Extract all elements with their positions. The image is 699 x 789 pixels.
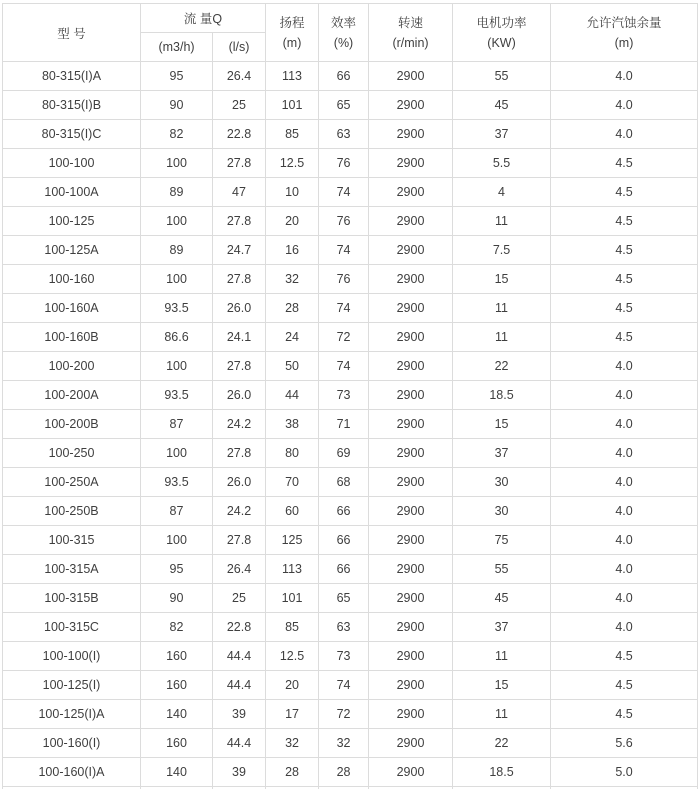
cell-model: 100-125(I)A bbox=[3, 700, 141, 729]
cell-model: 100-315 bbox=[3, 526, 141, 555]
cell-model: 80-315(I)A bbox=[3, 62, 141, 91]
cell-npsh_m: 4.5 bbox=[551, 178, 698, 207]
cell-flow_m3h: 95 bbox=[141, 62, 213, 91]
cell-model: 100-100(I) bbox=[3, 642, 141, 671]
cell-head_m: 85 bbox=[266, 613, 319, 642]
table-row bbox=[3, 613, 698, 642]
cell-motor_power_kw: 11 bbox=[453, 323, 551, 352]
cell-head_m: 28 bbox=[266, 294, 319, 323]
cell-speed_rpm: 2900 bbox=[369, 729, 453, 758]
cell-speed_rpm: 2900 bbox=[369, 671, 453, 700]
cell-motor_power_kw: 7.5 bbox=[453, 236, 551, 265]
cell-head_m: 38 bbox=[266, 410, 319, 439]
col-header-motor-power-label: 电机功率 bbox=[476, 15, 527, 30]
table-row bbox=[3, 758, 698, 787]
cell-flow_ls: 24.7 bbox=[213, 236, 266, 265]
cell-flow_ls: 24.1 bbox=[213, 323, 266, 352]
cell-speed_rpm: 2900 bbox=[369, 178, 453, 207]
cell-motor_power_kw: 15 bbox=[453, 265, 551, 294]
col-header-npsh bbox=[551, 4, 698, 62]
cell-efficiency_pct: 72 bbox=[319, 323, 369, 352]
cell-head_m: 60 bbox=[266, 497, 319, 526]
col-header-flow-ls: (l/s) bbox=[213, 33, 266, 62]
cell-model: 100-250A bbox=[3, 468, 141, 497]
cell-motor_power_kw: 37 bbox=[453, 613, 551, 642]
cell-efficiency_pct: 69 bbox=[319, 439, 369, 468]
cell-motor_power_kw: 11 bbox=[453, 207, 551, 236]
cell-flow_m3h: 100 bbox=[141, 207, 213, 236]
cell-model: 80-315(I)B bbox=[3, 91, 141, 120]
cell-flow_m3h: 100 bbox=[141, 149, 213, 178]
cell-flow_m3h: 95 bbox=[141, 555, 213, 584]
col-header-flow-group: 流 量Q bbox=[141, 4, 266, 33]
cell-flow_ls: 44.4 bbox=[213, 642, 266, 671]
cell-efficiency_pct: 74 bbox=[319, 236, 369, 265]
cell-flow_ls: 39 bbox=[213, 758, 266, 787]
cell-motor_power_kw: 22 bbox=[453, 729, 551, 758]
cell-flow_m3h: 87 bbox=[141, 497, 213, 526]
cell-npsh_m: 4.5 bbox=[551, 700, 698, 729]
col-header-head-label: 扬程 bbox=[279, 15, 305, 30]
pump-spec-table bbox=[2, 3, 698, 789]
cell-motor_power_kw: 55 bbox=[453, 555, 551, 584]
cell-model: 100-100A bbox=[3, 178, 141, 207]
cell-npsh_m: 4.0 bbox=[551, 62, 698, 91]
table-row bbox=[3, 178, 698, 207]
cell-model: 100-200B bbox=[3, 410, 141, 439]
cell-head_m: 28 bbox=[266, 758, 319, 787]
cell-model: 100-160 bbox=[3, 265, 141, 294]
cell-head_m: 17 bbox=[266, 700, 319, 729]
cell-npsh_m: 4.0 bbox=[551, 410, 698, 439]
cell-speed_rpm: 2900 bbox=[369, 294, 453, 323]
cell-flow_m3h: 140 bbox=[141, 758, 213, 787]
cell-flow_ls: 27.8 bbox=[213, 207, 266, 236]
cell-motor_power_kw: 15 bbox=[453, 410, 551, 439]
table-row bbox=[3, 439, 698, 468]
cell-model: 100-200A bbox=[3, 381, 141, 410]
cell-npsh_m: 5.0 bbox=[551, 758, 698, 787]
cell-flow_m3h: 160 bbox=[141, 729, 213, 758]
cell-efficiency_pct: 66 bbox=[319, 526, 369, 555]
cell-speed_rpm: 2900 bbox=[369, 149, 453, 178]
cell-flow_m3h: 100 bbox=[141, 439, 213, 468]
cell-model: 80-315(I)C bbox=[3, 120, 141, 149]
cell-motor_power_kw: 11 bbox=[453, 700, 551, 729]
cell-flow_ls: 24.2 bbox=[213, 497, 266, 526]
cell-efficiency_pct: 73 bbox=[319, 381, 369, 410]
table-row bbox=[3, 410, 698, 439]
cell-speed_rpm: 2900 bbox=[369, 207, 453, 236]
cell-head_m: 20 bbox=[266, 671, 319, 700]
cell-motor_power_kw: 11 bbox=[453, 294, 551, 323]
cell-flow_m3h: 82 bbox=[141, 120, 213, 149]
cell-efficiency_pct: 66 bbox=[319, 62, 369, 91]
table-row bbox=[3, 526, 698, 555]
cell-npsh_m: 4.0 bbox=[551, 497, 698, 526]
cell-flow_m3h: 160 bbox=[141, 642, 213, 671]
cell-head_m: 85 bbox=[266, 120, 319, 149]
cell-flow_ls: 27.8 bbox=[213, 352, 266, 381]
cell-efficiency_pct: 72 bbox=[319, 700, 369, 729]
table-body bbox=[3, 62, 698, 789]
cell-efficiency_pct: 68 bbox=[319, 468, 369, 497]
cell-model: 100-315C bbox=[3, 613, 141, 642]
cell-flow_ls: 22.8 bbox=[213, 120, 266, 149]
cell-speed_rpm: 2900 bbox=[369, 758, 453, 787]
cell-motor_power_kw: 11 bbox=[453, 642, 551, 671]
table-row bbox=[3, 294, 698, 323]
cell-head_m: 24 bbox=[266, 323, 319, 352]
cell-npsh_m: 4.5 bbox=[551, 236, 698, 265]
cell-motor_power_kw: 30 bbox=[453, 497, 551, 526]
cell-efficiency_pct: 66 bbox=[319, 497, 369, 526]
cell-flow_ls: 26.0 bbox=[213, 294, 266, 323]
cell-flow_m3h: 100 bbox=[141, 352, 213, 381]
cell-flow_m3h: 86.6 bbox=[141, 323, 213, 352]
cell-flow_m3h: 93.5 bbox=[141, 294, 213, 323]
table-row bbox=[3, 729, 698, 758]
cell-motor_power_kw: 55 bbox=[453, 62, 551, 91]
cell-motor_power_kw: 15 bbox=[453, 671, 551, 700]
table-row bbox=[3, 700, 698, 729]
table-row bbox=[3, 584, 698, 613]
cell-efficiency_pct: 66 bbox=[319, 555, 369, 584]
col-header-efficiency-unit: (%) bbox=[333, 35, 354, 50]
cell-head_m: 20 bbox=[266, 207, 319, 236]
cell-npsh_m: 4.5 bbox=[551, 149, 698, 178]
cell-head_m: 12.5 bbox=[266, 149, 319, 178]
col-header-head bbox=[266, 4, 319, 62]
cell-flow_m3h: 140 bbox=[141, 700, 213, 729]
cell-model: 100-160(I)A bbox=[3, 758, 141, 787]
cell-head_m: 16 bbox=[266, 236, 319, 265]
cell-flow_m3h: 93.5 bbox=[141, 381, 213, 410]
col-header-motor-power-unit: (KW) bbox=[487, 35, 516, 50]
cell-efficiency_pct: 28 bbox=[319, 758, 369, 787]
cell-speed_rpm: 2900 bbox=[369, 265, 453, 294]
cell-model: 100-250 bbox=[3, 439, 141, 468]
cell-speed_rpm: 2900 bbox=[369, 439, 453, 468]
cell-model: 100-100 bbox=[3, 149, 141, 178]
cell-speed_rpm: 2900 bbox=[369, 323, 453, 352]
cell-npsh_m: 4.5 bbox=[551, 265, 698, 294]
cell-flow_ls: 25 bbox=[213, 91, 266, 120]
col-header-speed-label: 转速 bbox=[398, 15, 424, 30]
cell-model: 100-250B bbox=[3, 497, 141, 526]
cell-efficiency_pct: 65 bbox=[319, 91, 369, 120]
cell-head_m: 101 bbox=[266, 91, 319, 120]
cell-motor_power_kw: 4 bbox=[453, 178, 551, 207]
cell-npsh_m: 4.0 bbox=[551, 91, 698, 120]
cell-head_m: 101 bbox=[266, 584, 319, 613]
cell-model: 100-125A bbox=[3, 236, 141, 265]
cell-motor_power_kw: 37 bbox=[453, 120, 551, 149]
col-header-motor-power bbox=[453, 4, 551, 62]
col-header-efficiency bbox=[319, 4, 369, 62]
cell-motor_power_kw: 18.5 bbox=[453, 758, 551, 787]
header-row-1 bbox=[3, 4, 698, 33]
cell-flow_ls: 26.0 bbox=[213, 381, 266, 410]
cell-flow_ls: 27.8 bbox=[213, 526, 266, 555]
cell-efficiency_pct: 63 bbox=[319, 613, 369, 642]
cell-efficiency_pct: 71 bbox=[319, 410, 369, 439]
cell-efficiency_pct: 76 bbox=[319, 207, 369, 236]
col-header-npsh-label: 允许汽蚀余量 bbox=[586, 15, 662, 30]
table-row bbox=[3, 62, 698, 91]
cell-motor_power_kw: 5.5 bbox=[453, 149, 551, 178]
cell-efficiency_pct: 63 bbox=[319, 120, 369, 149]
col-header-speed-unit: (r/min) bbox=[392, 35, 429, 50]
cell-flow_ls: 44.4 bbox=[213, 671, 266, 700]
cell-model: 100-160B bbox=[3, 323, 141, 352]
cell-speed_rpm: 2900 bbox=[369, 468, 453, 497]
cell-flow_ls: 39 bbox=[213, 700, 266, 729]
cell-head_m: 50 bbox=[266, 352, 319, 381]
table-row bbox=[3, 91, 698, 120]
table-row bbox=[3, 381, 698, 410]
cell-flow_ls: 26.4 bbox=[213, 555, 266, 584]
cell-flow_m3h: 90 bbox=[141, 91, 213, 120]
cell-flow_m3h: 82 bbox=[141, 613, 213, 642]
cell-head_m: 80 bbox=[266, 439, 319, 468]
table-row bbox=[3, 352, 698, 381]
table-row bbox=[3, 642, 698, 671]
cell-efficiency_pct: 76 bbox=[319, 149, 369, 178]
cell-flow_m3h: 100 bbox=[141, 265, 213, 294]
cell-head_m: 10 bbox=[266, 178, 319, 207]
cell-flow_ls: 27.8 bbox=[213, 439, 266, 468]
cell-flow_m3h: 87 bbox=[141, 410, 213, 439]
cell-head_m: 125 bbox=[266, 526, 319, 555]
cell-efficiency_pct: 74 bbox=[319, 671, 369, 700]
cell-npsh_m: 4.0 bbox=[551, 468, 698, 497]
col-header-speed bbox=[369, 4, 453, 62]
table-row bbox=[3, 207, 698, 236]
cell-flow_m3h: 89 bbox=[141, 178, 213, 207]
cell-model: 100-315B bbox=[3, 584, 141, 613]
cell-npsh_m: 4.0 bbox=[551, 526, 698, 555]
col-header-efficiency-label: 效率 bbox=[331, 15, 357, 30]
cell-head_m: 44 bbox=[266, 381, 319, 410]
cell-efficiency_pct: 76 bbox=[319, 265, 369, 294]
cell-model: 100-125 bbox=[3, 207, 141, 236]
cell-npsh_m: 4.5 bbox=[551, 671, 698, 700]
cell-motor_power_kw: 45 bbox=[453, 91, 551, 120]
cell-flow_ls: 24.2 bbox=[213, 410, 266, 439]
cell-speed_rpm: 2900 bbox=[369, 526, 453, 555]
cell-head_m: 32 bbox=[266, 265, 319, 294]
cell-model: 100-160(I) bbox=[3, 729, 141, 758]
cell-flow_ls: 22.8 bbox=[213, 613, 266, 642]
cell-flow_ls: 27.8 bbox=[213, 149, 266, 178]
cell-flow_ls: 44.4 bbox=[213, 729, 266, 758]
cell-npsh_m: 4.5 bbox=[551, 294, 698, 323]
cell-model: 100-125(I) bbox=[3, 671, 141, 700]
cell-motor_power_kw: 45 bbox=[453, 584, 551, 613]
cell-flow_m3h: 100 bbox=[141, 526, 213, 555]
cell-speed_rpm: 2900 bbox=[369, 381, 453, 410]
cell-speed_rpm: 2900 bbox=[369, 91, 453, 120]
cell-speed_rpm: 2900 bbox=[369, 120, 453, 149]
cell-speed_rpm: 2900 bbox=[369, 62, 453, 91]
cell-flow_ls: 47 bbox=[213, 178, 266, 207]
cell-efficiency_pct: 74 bbox=[319, 294, 369, 323]
cell-flow_m3h: 89 bbox=[141, 236, 213, 265]
col-header-npsh-unit: (m) bbox=[614, 35, 634, 50]
table-row bbox=[3, 265, 698, 294]
cell-efficiency_pct: 74 bbox=[319, 352, 369, 381]
cell-npsh_m: 4.0 bbox=[551, 584, 698, 613]
cell-head_m: 12.5 bbox=[266, 642, 319, 671]
cell-speed_rpm: 2900 bbox=[369, 236, 453, 265]
cell-npsh_m: 5.6 bbox=[551, 729, 698, 758]
cell-flow_ls: 27.8 bbox=[213, 265, 266, 294]
cell-model: 100-200 bbox=[3, 352, 141, 381]
cell-npsh_m: 4.5 bbox=[551, 323, 698, 352]
cell-efficiency_pct: 74 bbox=[319, 178, 369, 207]
col-header-flow-m3h: (m3/h) bbox=[141, 33, 213, 62]
cell-speed_rpm: 2900 bbox=[369, 352, 453, 381]
cell-efficiency_pct: 32 bbox=[319, 729, 369, 758]
cell-npsh_m: 4.0 bbox=[551, 120, 698, 149]
cell-npsh_m: 4.0 bbox=[551, 439, 698, 468]
table-row bbox=[3, 120, 698, 149]
cell-motor_power_kw: 30 bbox=[453, 468, 551, 497]
cell-speed_rpm: 2900 bbox=[369, 410, 453, 439]
cell-efficiency_pct: 65 bbox=[319, 584, 369, 613]
table-row bbox=[3, 236, 698, 265]
table-header bbox=[3, 4, 698, 62]
cell-head_m: 70 bbox=[266, 468, 319, 497]
cell-speed_rpm: 2900 bbox=[369, 700, 453, 729]
cell-flow_ls: 26.0 bbox=[213, 468, 266, 497]
cell-speed_rpm: 2900 bbox=[369, 613, 453, 642]
cell-motor_power_kw: 75 bbox=[453, 526, 551, 555]
cell-head_m: 32 bbox=[266, 729, 319, 758]
cell-npsh_m: 4.0 bbox=[551, 613, 698, 642]
col-header-model: 型 号 bbox=[3, 4, 141, 62]
cell-flow_m3h: 160 bbox=[141, 671, 213, 700]
cell-speed_rpm: 2900 bbox=[369, 497, 453, 526]
cell-npsh_m: 4.0 bbox=[551, 555, 698, 584]
cell-flow_ls: 25 bbox=[213, 584, 266, 613]
cell-motor_power_kw: 22 bbox=[453, 352, 551, 381]
table-row bbox=[3, 671, 698, 700]
table-row bbox=[3, 468, 698, 497]
cell-head_m: 113 bbox=[266, 62, 319, 91]
cell-npsh_m: 4.5 bbox=[551, 207, 698, 236]
cell-speed_rpm: 2900 bbox=[369, 642, 453, 671]
cell-head_m: 113 bbox=[266, 555, 319, 584]
cell-speed_rpm: 2900 bbox=[369, 584, 453, 613]
cell-motor_power_kw: 18.5 bbox=[453, 381, 551, 410]
cell-model: 100-315A bbox=[3, 555, 141, 584]
cell-motor_power_kw: 37 bbox=[453, 439, 551, 468]
table-row bbox=[3, 149, 698, 178]
cell-npsh_m: 4.5 bbox=[551, 642, 698, 671]
cell-npsh_m: 4.0 bbox=[551, 352, 698, 381]
cell-flow_m3h: 93.5 bbox=[141, 468, 213, 497]
col-header-head-unit: (m) bbox=[282, 35, 302, 50]
table-row bbox=[3, 497, 698, 526]
cell-npsh_m: 4.0 bbox=[551, 381, 698, 410]
cell-speed_rpm: 2900 bbox=[369, 555, 453, 584]
cell-model: 100-160A bbox=[3, 294, 141, 323]
table-row bbox=[3, 323, 698, 352]
cell-flow_m3h: 90 bbox=[141, 584, 213, 613]
table-row bbox=[3, 555, 698, 584]
cell-efficiency_pct: 73 bbox=[319, 642, 369, 671]
cell-flow_ls: 26.4 bbox=[213, 62, 266, 91]
